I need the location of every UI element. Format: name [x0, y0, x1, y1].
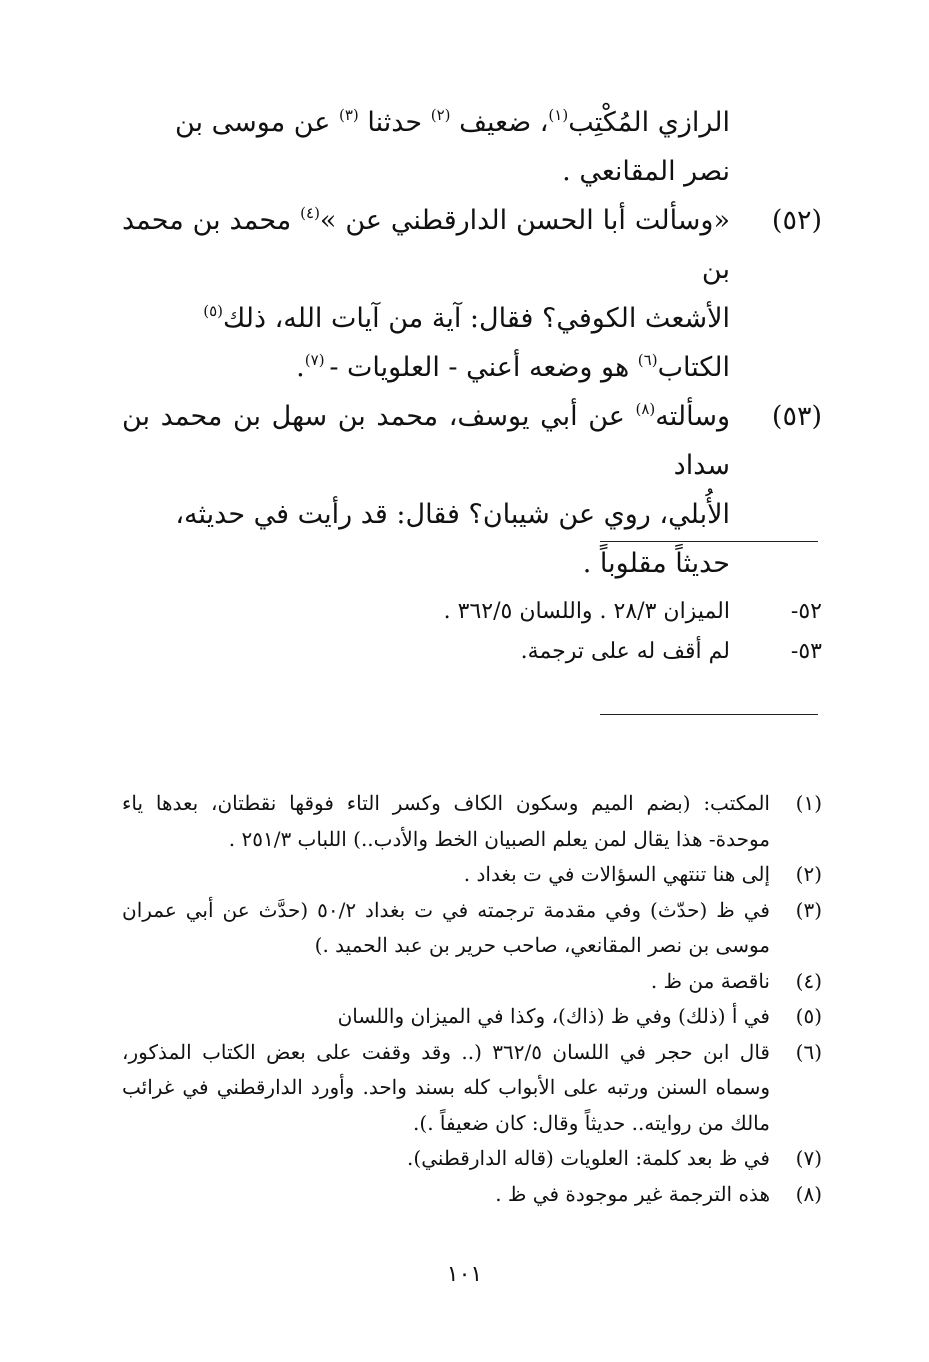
- main-text: [122, 98, 822, 588]
- separator-rule: [600, 714, 818, 715]
- footnote-row: [122, 1035, 822, 1142]
- footnote-text: قال ابن حجر في اللسان ٣٦٢/٥ (.. وقد وقفت على بعض الكتاب المذكور، وسماه السنن ورتبه على الأبواب كله بسند واحد. وأورد الدارقطني في غرائب مالك من روايته.. حديثاً وقال: كان ضعيفاً .).: [122, 1039, 770, 1135]
- references: [122, 592, 822, 672]
- footnote-marker: (٥): [203, 302, 223, 320]
- footnote-marker: (٨): [635, 400, 656, 418]
- entry-number: (٥٢): [771, 205, 822, 236]
- entry-52: [122, 196, 822, 392]
- footnote-text: في أ (ذلك) وفي ظ (ذاك)، وكذا في الميزان واللسان: [337, 1004, 770, 1028]
- footnote-number: (٣): [795, 897, 822, 922]
- footnote-text: المكتب: (بضم الميم وسكون الكاف وكسر التاء فوقها نقطتان، بعدها ياء موحدة- هذا يقال لمن يعلم الصبيان الخط والأدب..) اللباب ٢٥١/٣ .: [122, 791, 770, 851]
- footnote-number: (١): [795, 791, 822, 815]
- text-line: الأشعث الكوفي؟ فقال: آية من آيات الله، ذلك$^{(٥)}$: [203, 302, 730, 334]
- footnote-number: (٦): [795, 1039, 822, 1064]
- reference-number: ٥٢-: [790, 599, 822, 624]
- reference-row: [122, 592, 822, 632]
- text-line: وسألته$^{(٨)}$ عن أبي يوسف، محمد بن سهل بن محمد بن سداد: [122, 400, 730, 481]
- footnote-row: [122, 893, 822, 964]
- reference-text: الميزان ٢٨/٣ . واللسان ٣٦٢/٥ .: [443, 599, 730, 624]
- separator-rule: [600, 541, 818, 542]
- entry-text: [122, 196, 730, 392]
- footnote-row: [122, 999, 822, 1035]
- footnote-marker: (٤): [300, 204, 320, 222]
- reference-text: لم أقف له على ترجمة.: [520, 639, 730, 664]
- entry-53: [122, 392, 822, 588]
- footnote-text: في ظ (حدّث) وفي مقدمة ترجمته في ت بغداد ٥٠/٢ (حدَّث عن أبي عمران موسى بن نصر المقانعي، صاحب حرير بن عبد الحميد .): [122, 897, 770, 957]
- text-line: «وسألت أبا الحسن الدارقطني عن »$^{(٤)}$ محمد بن محمد بن: [122, 204, 730, 285]
- footnotes: [122, 786, 822, 1212]
- footnote-row: [122, 786, 822, 857]
- entry-number: (٥٣): [771, 401, 822, 432]
- page-number: ١٠١: [446, 1262, 483, 1287]
- footnote-number: (٤): [795, 968, 822, 993]
- footnote-row: [122, 857, 822, 893]
- text-line: الرازي المُكْتِب$^{(١)}$، ضعيف $^{(٢)}$ حدثنا $^{(٣)}$ عن موسى بن: [174, 106, 730, 138]
- footnote-number: (٥): [795, 1004, 822, 1028]
- continuation-paragraph: [122, 98, 822, 196]
- footnote-marker: (١): [548, 106, 569, 124]
- footnote-row: [122, 964, 822, 1000]
- footnote-marker: (٦): [637, 351, 658, 369]
- text-line: الكتاب$^{(٦)}$ هو وضعه أعني - العلويات - $^{(٧)}$.: [296, 351, 730, 383]
- footnote-marker: (٣): [339, 106, 359, 124]
- entry-text: [122, 392, 730, 588]
- reference-row: [122, 632, 822, 672]
- footnote-number: (٧): [795, 1146, 822, 1170]
- footnote-row: [122, 1141, 822, 1177]
- footnote-marker: (٢): [430, 106, 451, 124]
- footnote-number: (٨): [795, 1181, 822, 1206]
- footnote-number: (٢): [795, 862, 822, 886]
- footnote-text: هذه الترجمة غير موجودة في ظ .: [495, 1181, 770, 1206]
- text-line: حديثاً مقلوباً .: [582, 548, 730, 579]
- footnote-text: إلى هنا تنتهي السؤالات في ت بغداد .: [463, 862, 770, 886]
- footnote-text: في ظ بعد كلمة: العلويات (قاله الدارقطني).: [407, 1146, 770, 1170]
- text-line: نصر المقانعي .: [562, 156, 730, 187]
- text-line: الأُبلي، روي عن شيبان؟ فقال: قد رأيت في حديثه،: [175, 499, 730, 530]
- footnote-row: [122, 1177, 822, 1213]
- footnote-text: ناقصة من ظ .: [650, 968, 770, 993]
- footnote-marker: (٧): [304, 351, 330, 369]
- reference-number: ٥٣-: [790, 639, 822, 664]
